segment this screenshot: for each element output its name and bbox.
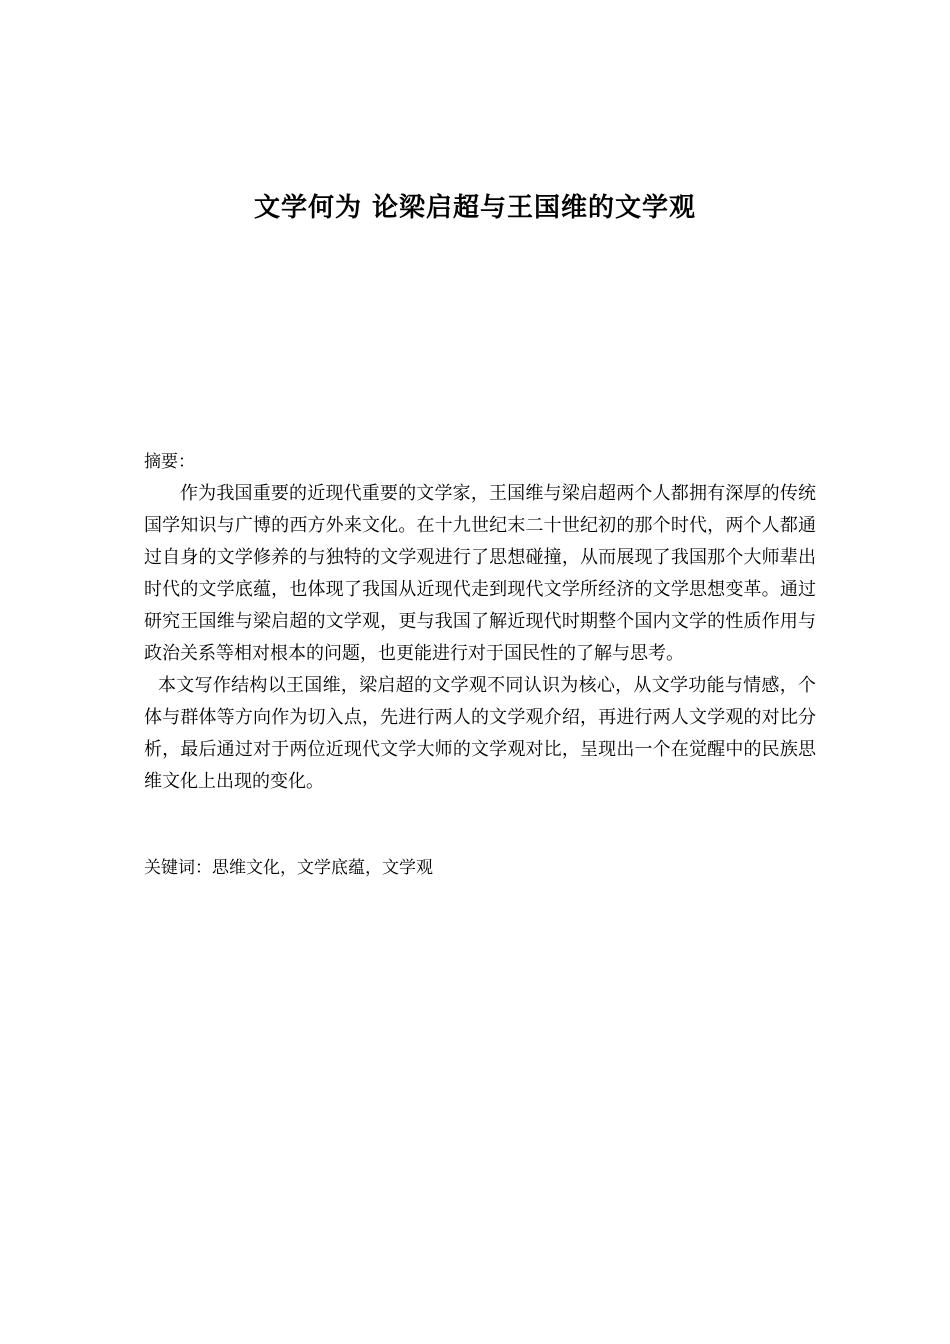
abstract-label: 摘要： [144,452,195,472]
keywords-value: 思维文化，文学底蕴，文学观 [212,858,433,878]
abstract-section [144,446,816,798]
abstract-paragraph-1: 作为我国重要的近现代重要的文学家，王国维与梁启超两个人都拥有深厚的传统国学知识与广博的西方外来文化。在十九世纪末二十世纪初的那个时代，两个人都通过自身的文学修养的与独特的文学观进行了思想碰撞，从而展现了我国那个大师辈出时代的文学底蕴，也体现了我国从近现代走到现代文学所经济的文学思想变革。通过研究王国维与梁启超的文学观，更与我国了解近现代时期整个国内文学的性质作用与政治关系等相对根本的问题，也更能进行对于国民性的了解与思考。 [144,483,816,664]
keywords-label: 关键词： [144,858,212,878]
abstract-paragraph-2: 本文写作结构以王国维，梁启超的文学观不同认识为核心，从文学功能与情感，个体与群体等方向作为切入点，先进行两人的文学观介绍，再进行两人文学观的对比分析，最后通过对于两位近现代文学大师的文学观对比，呈现出一个在觉醒中的民族思维文化上出现的变化。 [144,675,816,792]
document-title: 文学何为 论梁启超与王国维的文学观 [253,193,697,223]
keywords-line [144,852,816,884]
